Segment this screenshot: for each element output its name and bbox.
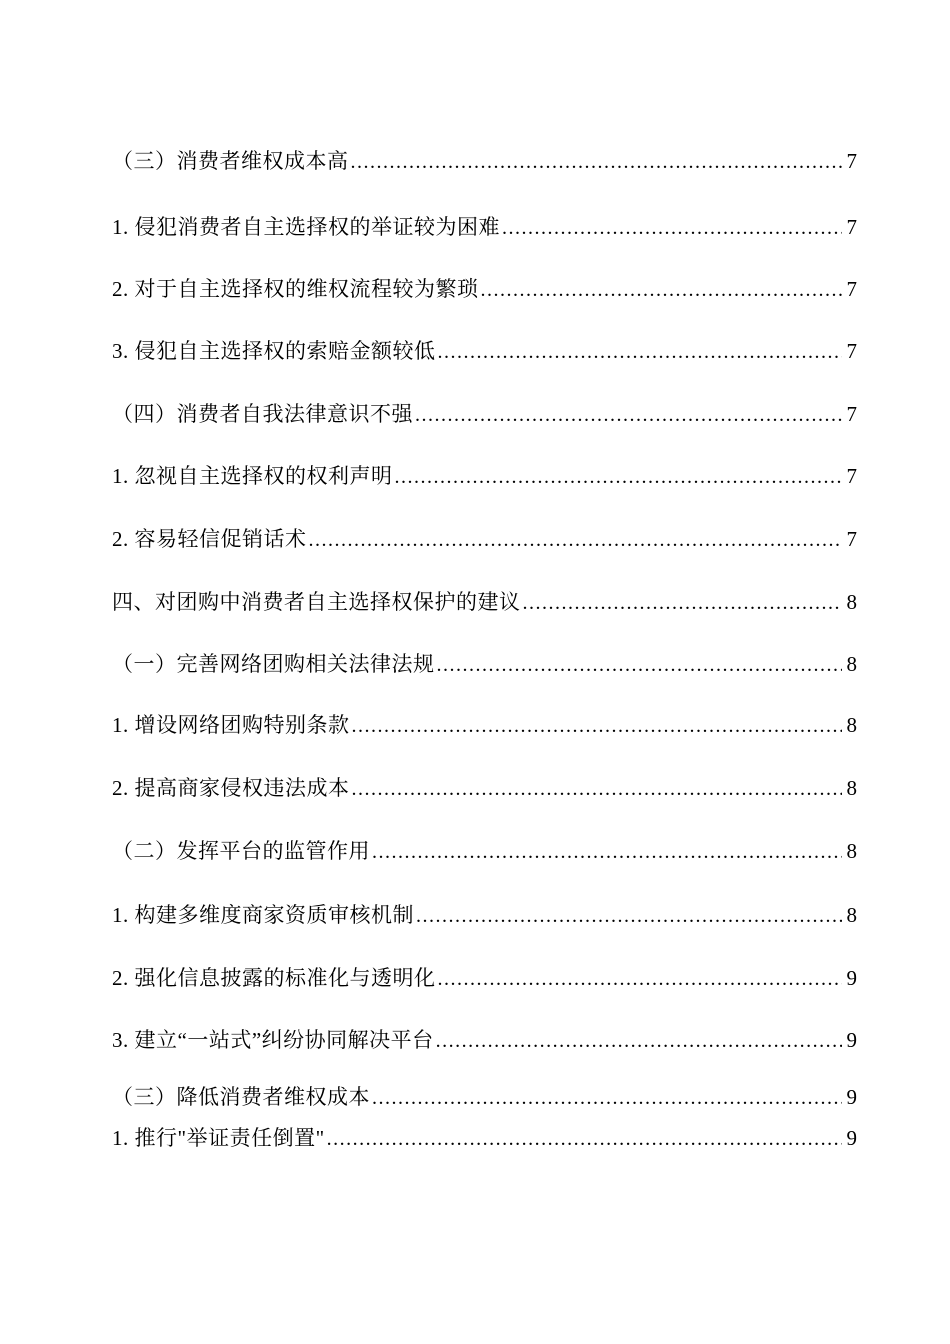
toc-page-number: 9 xyxy=(846,1028,857,1052)
toc-dot-leader xyxy=(438,967,842,991)
toc-dot-leader xyxy=(351,150,842,174)
toc-entry-title: 2. 强化信息披露的标准化与透明化 xyxy=(112,966,436,990)
toc-dot-leader xyxy=(523,591,842,615)
toc-entry[interactable] xyxy=(112,1086,857,1110)
toc-entry[interactable] xyxy=(112,653,857,677)
toc-entry[interactable] xyxy=(112,714,857,738)
toc-page-number: 7 xyxy=(846,277,857,301)
toc-page-number: 7 xyxy=(846,215,857,239)
toc-dot-leader xyxy=(481,278,842,302)
toc-entry-title: 1. 忽视自主选择权的权利声明 xyxy=(112,464,393,488)
toc-entry-title: 1. 侵犯消费者自主选择权的举证较为困难 xyxy=(112,215,500,239)
toc-entry-title: 四、对团购中消费者自主选择权保护的建议 xyxy=(112,590,521,614)
toc-page-number: 7 xyxy=(846,527,857,551)
toc-entry-title: 2. 提高商家侵权违法成本 xyxy=(112,776,350,800)
toc-entry-title: （一）完善网络团购相关法律法规 xyxy=(112,652,435,676)
toc-page-number: 8 xyxy=(846,903,857,927)
toc-entry-title: （四）消费者自我法律意识不强 xyxy=(112,402,413,426)
toc-entry[interactable] xyxy=(112,340,857,364)
toc-entry-title: （三）消费者维权成本高 xyxy=(112,149,349,173)
toc-entry[interactable] xyxy=(112,591,857,615)
toc-entry[interactable] xyxy=(112,1127,857,1151)
toc-entry[interactable] xyxy=(112,216,857,240)
toc-dot-leader xyxy=(372,1086,842,1110)
toc-entry-title: （二）发挥平台的监管作用 xyxy=(112,839,370,863)
toc-entry[interactable] xyxy=(112,967,857,991)
toc-dot-leader xyxy=(309,528,842,552)
toc-page-number: 8 xyxy=(846,652,857,676)
toc-entry[interactable] xyxy=(112,465,857,489)
toc-page-number: 8 xyxy=(846,839,857,863)
toc-dot-leader xyxy=(436,1029,842,1053)
toc-dot-leader xyxy=(352,714,842,738)
toc-dot-leader xyxy=(327,1127,842,1151)
toc-dot-leader xyxy=(395,465,842,489)
toc-entry[interactable] xyxy=(112,840,857,864)
toc-page-number: 7 xyxy=(846,464,857,488)
toc-entry-title: 2. 容易轻信促销话术 xyxy=(112,527,307,551)
toc-dot-leader xyxy=(437,653,842,677)
toc-entry[interactable] xyxy=(112,777,857,801)
toc-page-number: 9 xyxy=(846,1085,857,1109)
toc-entry-title: 1. 推行"举证责任倒置" xyxy=(112,1126,325,1150)
toc-entry-title: 3. 建立“一站式”纠纷协同解决平台 xyxy=(112,1028,434,1052)
toc-entry[interactable] xyxy=(112,528,857,552)
toc-entry-title: 1. 构建多维度商家资质审核机制 xyxy=(112,903,414,927)
toc-entry-title: 1. 增设网络团购特别条款 xyxy=(112,713,350,737)
toc-dot-leader xyxy=(502,216,842,240)
toc-page-number: 7 xyxy=(846,149,857,173)
toc-page-number: 8 xyxy=(846,590,857,614)
toc-entry[interactable] xyxy=(112,904,857,928)
toc-page-number: 8 xyxy=(846,713,857,737)
toc-dot-leader xyxy=(438,340,842,364)
toc-entry-title: （三）降低消费者维权成本 xyxy=(112,1085,370,1109)
toc-dot-leader xyxy=(352,777,842,801)
toc-entry[interactable] xyxy=(112,403,857,427)
toc-entry[interactable] xyxy=(112,150,857,174)
toc-page-number: 9 xyxy=(846,1126,857,1150)
toc-dot-leader xyxy=(415,403,842,427)
toc-entry-title: 3. 侵犯自主选择权的索赔金额较低 xyxy=(112,339,436,363)
toc-dot-leader xyxy=(372,840,842,864)
toc-entry-title: 2. 对于自主选择权的维权流程较为繁琐 xyxy=(112,277,479,301)
toc-dot-leader xyxy=(416,904,842,928)
toc-page-number: 9 xyxy=(846,966,857,990)
toc-page-number: 7 xyxy=(846,402,857,426)
toc-page-number: 7 xyxy=(846,339,857,363)
toc-entry[interactable] xyxy=(112,1029,857,1053)
toc-entry[interactable] xyxy=(112,278,857,302)
toc-page-number: 8 xyxy=(846,776,857,800)
